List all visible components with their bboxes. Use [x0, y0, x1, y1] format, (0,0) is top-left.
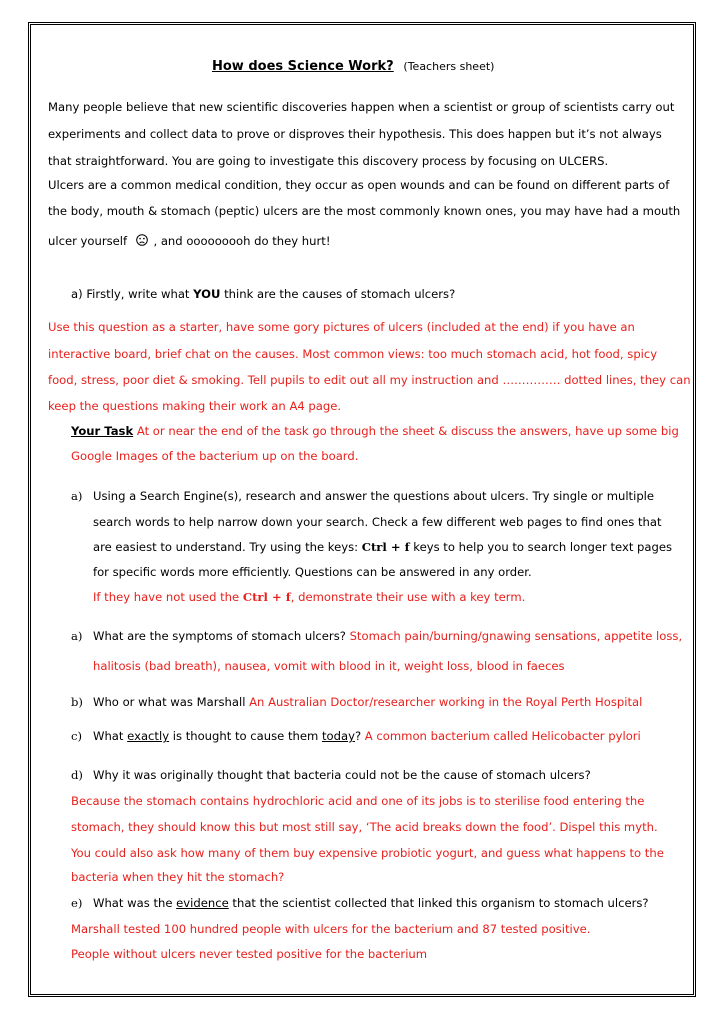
intro-line-6 [48, 233, 330, 249]
your-task-line-1 [71, 423, 679, 439]
question-a-prefix: a) Firstly, write what [71, 287, 194, 301]
item-b-line [93, 694, 642, 710]
teacher-note-line-4: keep the questions making their work an A4 page. [48, 399, 342, 413]
teacher-note-line-3: food, stress, poor diet & smoking. Tell pupils to edit out all my instruction and …………… dotted lines, they can [48, 373, 691, 387]
item-e-line [93, 895, 649, 911]
item-a1-line-5-end: , demonstrate their use with a key term. [290, 590, 526, 604]
item-a1-line-3 [93, 539, 672, 555]
title-line [212, 58, 494, 75]
your-task-text-1: At or near the end of the task go through the sheet & discuss the answers, have up some big [133, 424, 679, 438]
question-a [71, 286, 455, 302]
page-title: How does Science Work? [212, 59, 394, 74]
item-e-marker: e) [71, 896, 83, 910]
item-a1-line-3-start: are easiest to understand. Try using the keys: [93, 540, 362, 554]
item-a1-line-5-start: If they have not used the [93, 590, 243, 604]
item-e-answer-1: Marshall tested 100 hundred people with ulcers for the bacterium and 87 tested positive. [71, 922, 591, 936]
question-a-suffix: think are the causes of stomach ulcers? [220, 287, 456, 301]
your-task-line-2: Google Images of the bacterium up on the board. [71, 449, 359, 463]
item-b-question: Who or what was Marshall [93, 695, 246, 709]
item-e-answer-2: People without ulcers never tested positive for the bacterium [71, 947, 428, 961]
intro-line-1: Many people believe that new scientific discoveries happen when a scientist or group of scientists carry out [48, 100, 675, 114]
item-a2-answer-2: halitosis (bad breath), nausea, vomit with blood in it, weight loss, blood in faeces [93, 659, 565, 673]
item-d-question: Why it was originally thought that bacteria could not be the cause of stomach ulcers? [93, 768, 591, 782]
item-c-q1: What [93, 729, 128, 743]
intro-line-6-start: ulcer yourself [48, 234, 128, 248]
teacher-note-line-1: Use this question as a starter, have some gory pictures of ulcers (included at the end) if you have an [48, 320, 635, 334]
your-task-label: Your Task [71, 424, 134, 438]
page-subtitle: (Teachers sheet) [403, 60, 495, 73]
item-a2-line-1 [93, 628, 682, 644]
teacher-note-line-2: interactive board, brief chat on the causes. Most common views: too much stomach acid, hot food, spicy [48, 347, 658, 361]
item-a2-answer-1: Stomach pain/burning/gnawing sensations, appetite loss, [345, 629, 683, 643]
item-c-marker: c) [71, 729, 83, 743]
item-d-answer-3: You could also ask how many of them buy expensive probiotic yogurt, and guess what happens to the [71, 846, 664, 860]
ctrl-f-keys: Ctrl + f [361, 540, 410, 554]
item-a1-line-4: for specific words more efficiently. Questions can be answered in any order. [93, 565, 532, 579]
item-d-answer-2: stomach, they should know this but most still say, ‘The acid breaks down the food’. Dispel this myth. [71, 820, 658, 834]
intro-line-4: Ulcers are a common medical condition, they occur as open wounds and can be found on different parts of [48, 178, 670, 192]
item-d-marker: d) [71, 768, 83, 782]
item-c-q4: today [321, 729, 355, 743]
intro-line-2: experiments and collect data to prove or disproves their hypothesis. This does happen but it’s not always [48, 127, 662, 141]
item-a1-line-2: search words to help narrow down your search. Check a few different web pages to find ones that [93, 515, 662, 529]
intro-line-3: that straightforward. You are going to investigate this discovery process by focusing on ULCERS. [48, 154, 609, 168]
ctrl-f-keys-red: Ctrl + f [242, 590, 291, 604]
item-b-answer: An Australian Doctor/researcher working in the Royal Perth Hospital [245, 695, 643, 709]
item-a2-question: What are the symptoms of stomach ulcers? [93, 629, 346, 643]
item-a1-marker: a) [71, 489, 83, 503]
item-b-marker: b) [71, 695, 83, 709]
item-c-line [93, 728, 641, 744]
item-c-answer: A common bacterium called Helicobacter pylori [361, 729, 641, 743]
item-e-q1: What was the [93, 896, 177, 910]
item-c-q3: is thought to cause them [169, 729, 322, 743]
intro-line-5: the body, mouth & stomach (peptic) ulcers are the most commonly known ones, you may have had a mouth [48, 204, 681, 218]
item-a2-marker: a) [71, 629, 83, 643]
sad-face-icon [136, 234, 148, 246]
item-a1-line-3-end: keys to help you to search longer text pages [409, 540, 673, 554]
item-c-q5: ? [354, 729, 362, 743]
item-e-q2: evidence [176, 896, 229, 910]
item-e-q3: that the scientist collected that linked this organism to stomach ulcers? [228, 896, 649, 910]
question-a-emphasis: YOU [193, 287, 221, 301]
item-d-answer-4: bacteria when they hit the stomach? [71, 870, 285, 884]
item-a1-line-5 [93, 589, 525, 605]
item-d-answer-1: Because the stomach contains hydrochloric acid and one of its jobs is to sterilise food entering the [71, 794, 645, 808]
intro-line-6-end: , and ooooooooh do they hurt! [153, 234, 331, 248]
item-a1-line-1: Using a Search Engine(s), research and answer the questions about ulcers. Try single or multiple [93, 489, 655, 503]
item-c-q2: exactly [127, 729, 170, 743]
